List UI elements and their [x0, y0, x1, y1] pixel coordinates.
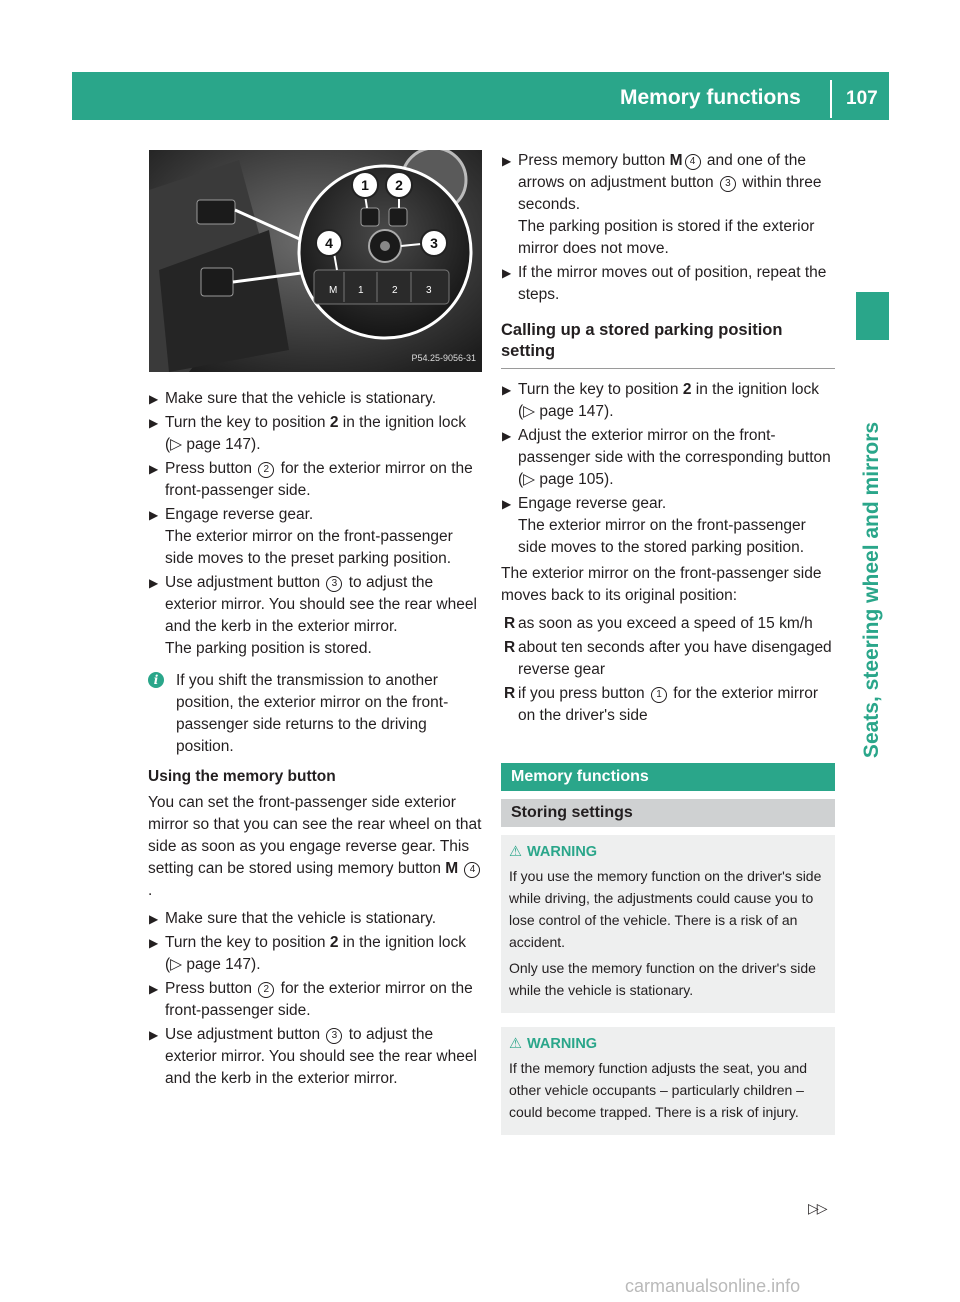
arrow-icon: ▶: [149, 416, 159, 430]
mirror-select-left: [361, 208, 379, 226]
arrow-icon: ▶: [149, 508, 159, 522]
callout-4: [316, 230, 342, 256]
step-item: ▶ Press button 2 for the exterior mirror on the front-passenger side.: [149, 980, 473, 1019]
callout-1: [352, 172, 378, 198]
warning-text: If you use the memory function on the driver's side while driving, the adjustments could cause you to lose control of the vehicle. There is a risk of an accident.: [509, 868, 822, 950]
svg-text:4: 4: [325, 235, 333, 251]
callout-3: [421, 230, 447, 256]
arrow-icon: ▶: [502, 266, 512, 280]
section-heading: Calling up a stored parking position setting: [501, 320, 835, 369]
warning-box: [501, 1027, 835, 1135]
arrow-icon: ▶: [149, 936, 159, 950]
paragraph: You can set the front-passenger side exterior mirror so that you can see the rear wheel on that side as soon as you engage reverse gear. This setting can be stored using memory button M 4.: [148, 794, 482, 899]
step-item: ▶ Engage reverse gear. The exterior mirror on the front-passenger side moves to the preset parking position.: [149, 506, 453, 567]
callout-ref: 3: [720, 176, 736, 192]
step-item: ▶ Press memory button M 4 and one of the arrows on adjustment button 3 within three seconds. The parking position is stored if the exterior mirror does not move.: [502, 152, 822, 257]
step-item: ▶ If the mirror moves out of position, repeat the steps.: [502, 264, 827, 303]
info-note: i If you shift the transmission to another position, the exterior mirror on the front-passenger side returns to the driving position.: [148, 670, 483, 758]
warning-text: Only use the memory function on the driver's side while the vehicle is stationary.: [509, 960, 816, 998]
page-title: Memory functions: [620, 86, 801, 109]
bullet-icon: R: [504, 685, 516, 702]
paragraph: The exterior mirror on the front-passenger side moves back to its original position:: [501, 565, 822, 604]
figure-code: P54.25-9056-31: [411, 353, 476, 363]
warning-title: ⚠ WARNING: [509, 1033, 827, 1055]
arrow-icon: ▶: [149, 462, 159, 476]
side-tab-marker: [856, 292, 889, 340]
callout-2: [386, 172, 412, 198]
continued-marker: ▷▷: [808, 1200, 826, 1216]
list-item: R as soon as you exceed a speed of 15 km/h: [501, 613, 835, 635]
warning-icon: ⚠: [509, 844, 522, 860]
figure-button-label: 2: [392, 285, 398, 296]
mirror-controls-figure: [149, 150, 482, 372]
step-item: ▶ Use adjustment button 3 to adjust the exterior mirror. You should see the rear wheel and the kerb in the exterior mirror.: [149, 1026, 477, 1087]
svg-text:2: 2: [395, 177, 403, 193]
arrow-icon: ▶: [502, 383, 512, 397]
subheading: Using the memory button: [148, 768, 336, 785]
figure-button-label: M: [329, 285, 338, 296]
warning-icon: ⚠: [509, 1036, 522, 1052]
arrow-icon: ▶: [149, 576, 159, 590]
svg-text:1: 1: [361, 177, 369, 193]
header-divider: [830, 80, 832, 118]
driver-mirror-switch: [197, 200, 235, 224]
callout-ref: 3: [326, 576, 342, 592]
step-item: ▶ Make sure that the vehicle is stationary.: [148, 388, 483, 410]
mirror-select-right: [389, 208, 407, 226]
section-side-label: Seats, steering wheel and mirrors: [860, 421, 883, 759]
step-item: ▶ Use adjustment button 3 to adjust the exterior mirror. You should see the rear wheel and the kerb in the exterior mirror. The parking position is stored.: [149, 574, 477, 657]
arrow-icon: ▶: [502, 429, 512, 443]
callout-ref: 3: [326, 1028, 342, 1044]
svg-text:3: 3: [430, 235, 438, 251]
step-item: ▶ Turn the key to position 2 in the ignition lock (▷ page 147).: [149, 414, 467, 453]
warning-box: [501, 835, 835, 1013]
figure-button-label: 3: [426, 285, 432, 296]
callout-ref: 2: [258, 462, 274, 478]
arrow-icon: ▶: [502, 497, 512, 511]
bullet-icon: R: [504, 615, 516, 632]
green-section-heading: Memory functions: [501, 763, 835, 791]
watermark: carmanualsonline.info: [625, 1276, 801, 1296]
arrow-icon: ▶: [149, 982, 159, 996]
list-item: R if you press button 1 for the exterior mirror on the driver's side: [504, 685, 818, 724]
step-item: ▶ Make sure that the vehicle is stationary.: [148, 908, 483, 930]
arrow-icon: ▶: [502, 154, 512, 168]
arrow-icon: ▶: [149, 392, 159, 406]
figure-illustration: [149, 150, 482, 372]
step-item: ▶ Turn the key to position 2 in the ignition lock (▷ page 147).: [149, 934, 467, 973]
step-item: ▶ Turn the key to position 2 in the ignition lock (▷ page 147).: [502, 381, 820, 420]
arrow-icon: ▶: [149, 912, 159, 926]
step-item: ▶ Engage reverse gear. The exterior mirror on the front-passenger side moves to the stored parking position.: [502, 495, 806, 556]
grey-subsection-heading: Storing settings: [501, 799, 835, 827]
callout-ref: 4: [685, 154, 701, 170]
right-column: [501, 150, 835, 1149]
step-item: ▶ Adjust the exterior mirror on the front-passenger side with the corresponding button (▷ page 105).: [502, 427, 831, 488]
mirror-adjust-switch: [201, 268, 233, 296]
step-item: ▶ Press button 2 for the exterior mirror on the front-passenger side.: [149, 460, 473, 499]
list-item: R about ten seconds after you have disengaged reverse gear: [504, 639, 832, 678]
arrow-icon: ▶: [149, 1028, 159, 1042]
bullet-icon: R: [504, 639, 516, 656]
figure-button-label: 1: [358, 285, 364, 296]
page-number: 107: [846, 88, 878, 109]
callout-ref: 2: [258, 982, 274, 998]
info-icon: i: [148, 672, 164, 688]
callout-ref: 1: [651, 687, 667, 703]
warning-text: If the memory function adjusts the seat, you and other vehicle occupants – particularly children – could become trapped. There is a risk of injury.: [509, 1060, 808, 1120]
warning-title: ⚠ WARNING: [509, 841, 827, 863]
callout-ref: 4: [464, 862, 480, 878]
left-column: [148, 150, 483, 1092]
